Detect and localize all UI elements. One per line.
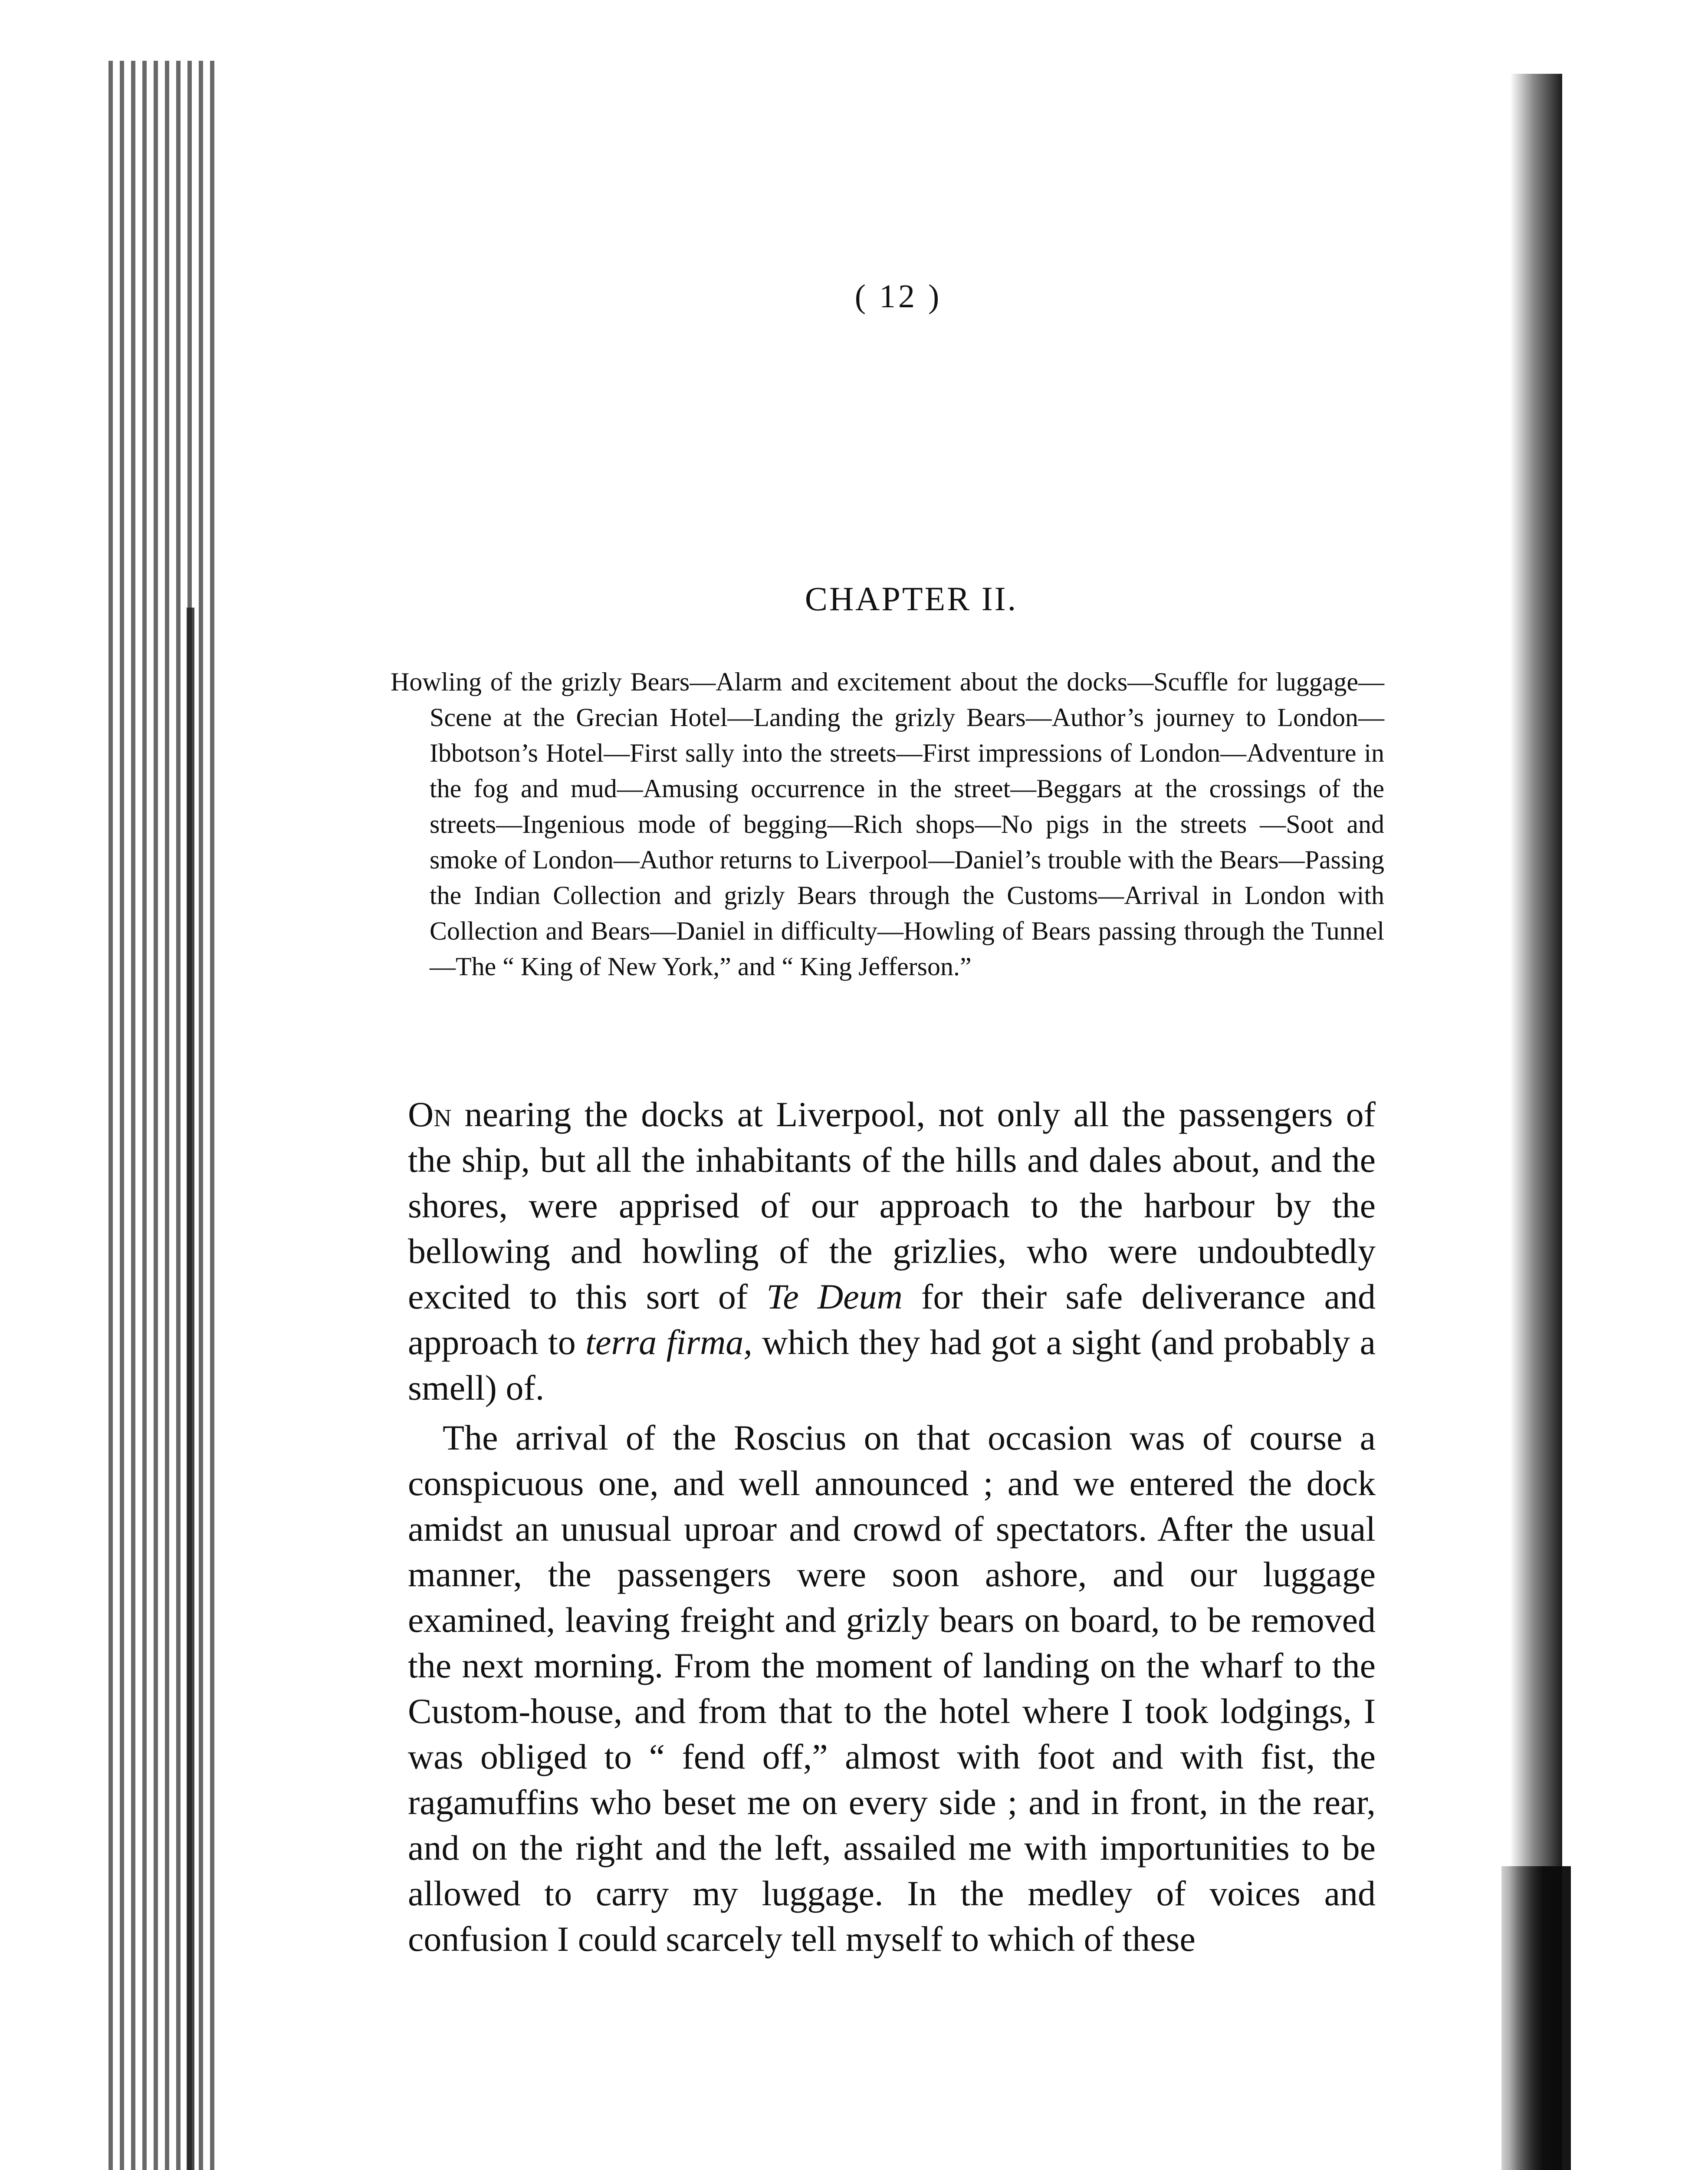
paragraph-2: The arrival of the Roscius on that occasion was of course a conspicuous one, and well announced ; and we entered the dock amidst an unusual uproar and crowd of spectators. After the usual manner, the passengers were soon ashore, and our luggage examined, leaving freight and grizly bears on board, to be removed the next morning. From the moment of landing on the wharf to the Custom-house, and from that to the hotel where I took lodgings, I was obliged to “ fend off,” almost with foot and with fist, the ragamuffins who beset me on every side ; and in front, in the rear, and on the right and the left, assailed me with importunities to be allowed to carry my luggage. In the medley of voices and confusion I could scarcely tell myself to which of these: [408, 1418, 1376, 1959]
page-number: ( 12 ): [854, 278, 942, 315]
paragraph-1: [408, 1092, 1376, 1410]
binding-shadow-right-lower: [1501, 1866, 1571, 2170]
binding-shadow-left: [108, 61, 217, 2170]
paragraph-1-italic-te-deum: Te Deum: [766, 1277, 903, 1316]
paragraph-1-part-3: which they had got a sight (and probably a smell) of.: [408, 1322, 1376, 1407]
paragraph-1-part-1: nearing the docks at Liverpool, not only all the passengers of the ship, but all the inhabitants of the hills and dales about, and the shores, were apprised of our approach to the harbour by the bellowing and howling of the grizlies, who were undoubtedly excited to this sort of: [408, 1095, 1376, 1316]
paragraph-1-lead: On: [408, 1095, 452, 1134]
chapter-title: CHAPTER II.: [805, 580, 1018, 618]
binding-shadow-right: [1510, 74, 1562, 2170]
paragraph-1-part-2: for their safe deliverance and approach to: [408, 1277, 1376, 1362]
paragraph-1-italic-terra-firma: terra firma,: [585, 1322, 752, 1362]
chapter-synopsis: Howling of the grizly Bears—Alarm and excitement about the docks—Scuffle for luggage—Scene at the Grecian Hotel—Landing the grizly Bears—Author’s journey to London—Ibbotson’s Hotel—First sally into the streets—First impressions of London—Adventure in the fog and mud—Amusing occurrence in the street—Beggars at the crossings of the streets—Ingenious mode of begging—Rich shops—No pigs in the streets —Soot and smoke of London—Author returns to Liverpool—Daniel’s trouble with the Bears—Passing the Indian Collection and grizly Bears through the Customs—Arrival in London with Collection and Bears—Daniel in difficulty—Howling of Bears passing through the Tunnel—The “ King of New York,” and “ King Jefferson.”: [391, 667, 1384, 981]
body-text: [408, 1092, 1376, 1966]
binding-line-left: [187, 608, 194, 2170]
